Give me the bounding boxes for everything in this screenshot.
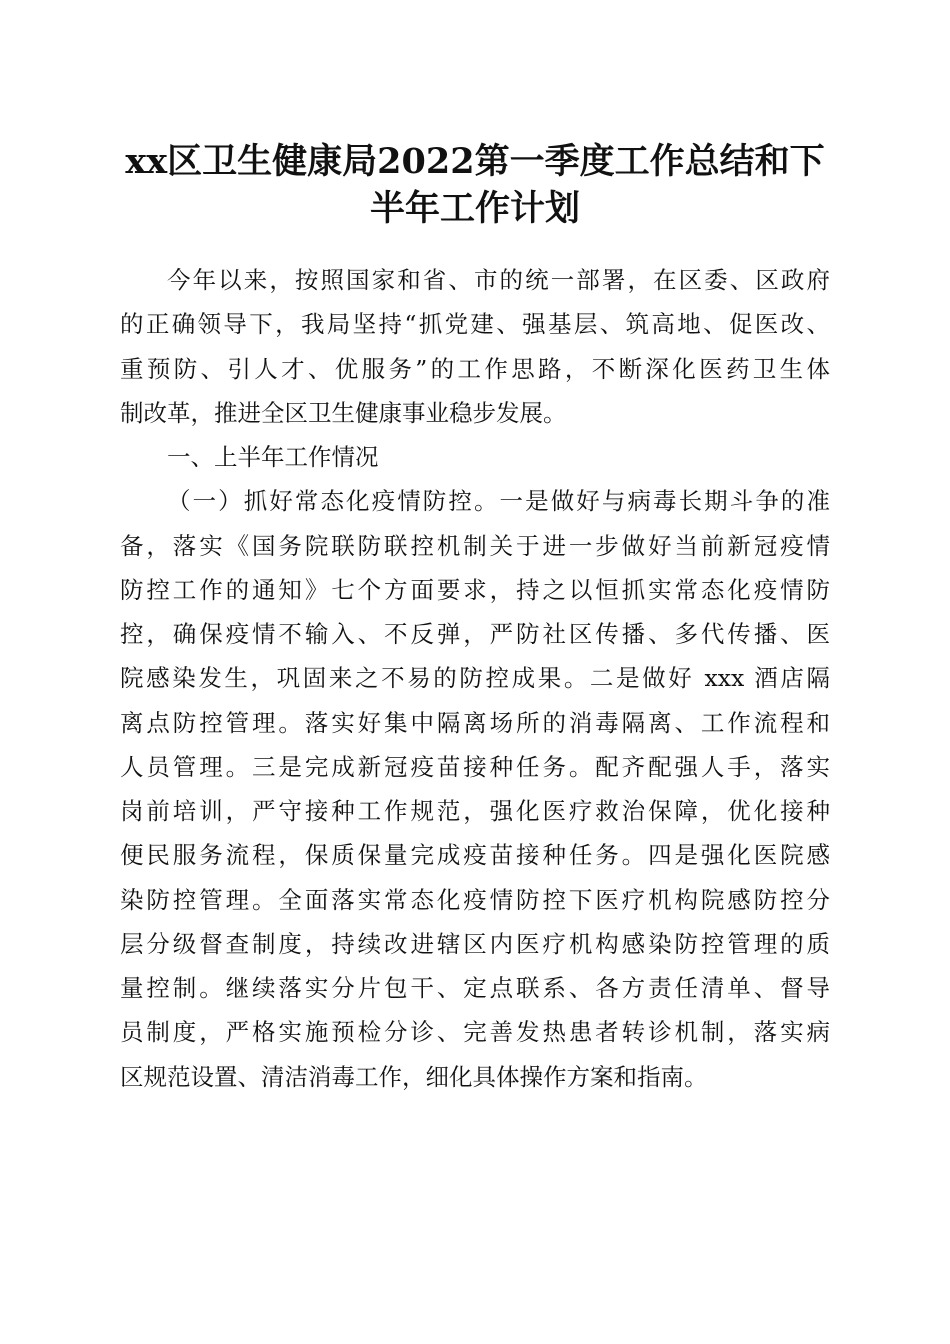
- paragraph-line: 备，落实《国务院联防联控机制关于进一步做好当前新冠疫情: [120, 531, 830, 560]
- paragraph-line: 院感染发生，巩固来之不易的防控成果。二是做好 xxx 酒店隔: [120, 664, 830, 693]
- paragraph-line: （一）抓好常态化疫情防控。一是做好与病毒长期斗争的准: [167, 487, 830, 516]
- paragraph-line: 染防控管理。全面落实常态化疫情防控下医疗机构院感防控分: [120, 885, 830, 914]
- paragraph-line: 防控工作的通知》七个方面要求，持之以恒抓实常态化疫情防: [120, 575, 830, 604]
- document-title-line-1: xx区卫生健康局2022第一季度工作总结和下: [125, 141, 825, 182]
- paragraph-line: 岗前培训，严守接种工作规范，强化医疗救治保障，优化接种: [120, 797, 830, 825]
- paragraph-intro-line: 的正确领导下，我局坚持“抓党建、强基层、筑高地、促医改、: [120, 310, 830, 339]
- paragraph-line: 离点防控管理。落实好集中隔离场所的消毒隔离、工作流程和: [120, 708, 830, 737]
- document-body: [120, 258, 830, 1099]
- paragraph-line: 层分级督查制度，持续改进辖区内医疗机构感染防控管理的质: [120, 929, 830, 958]
- document-title-line-2: 半年工作计划: [369, 188, 580, 229]
- paragraph-line: 便民服务流程，保质保量完成疫苗接种任务。四是强化医院感: [120, 841, 830, 870]
- paragraph-line: 控，确保疫情不输入、不反弹，严防社区传播、多代传播、医: [120, 620, 830, 648]
- paragraph-line: 人员管理。三是完成新冠疫苗接种任务。配齐配强人手，落实: [120, 752, 830, 781]
- paragraph-intro-line: 今年以来，按照国家和省、市的统一部署，在区委、区政府: [167, 266, 830, 294]
- paragraph-line: 员制度，严格实施预检分诊、完善发热患者转诊机制，落实病: [120, 1018, 830, 1047]
- section-heading: 一、上半年工作情况: [167, 443, 379, 471]
- paragraph-line: 区规范设置、清洁消毒工作，细化具体操作方案和指南。: [120, 1062, 708, 1091]
- paragraph-intro-line: 重预防、引人才、优服务”的工作思路，不断深化医药卫生体: [120, 354, 830, 383]
- paragraph-intro-line: 制改革，推进全区卫生健康事业稳步发展。: [120, 398, 567, 427]
- paragraph-line: 量控制。继续落实分片包干、定点联系、各方责任清单、督导: [120, 974, 830, 1002]
